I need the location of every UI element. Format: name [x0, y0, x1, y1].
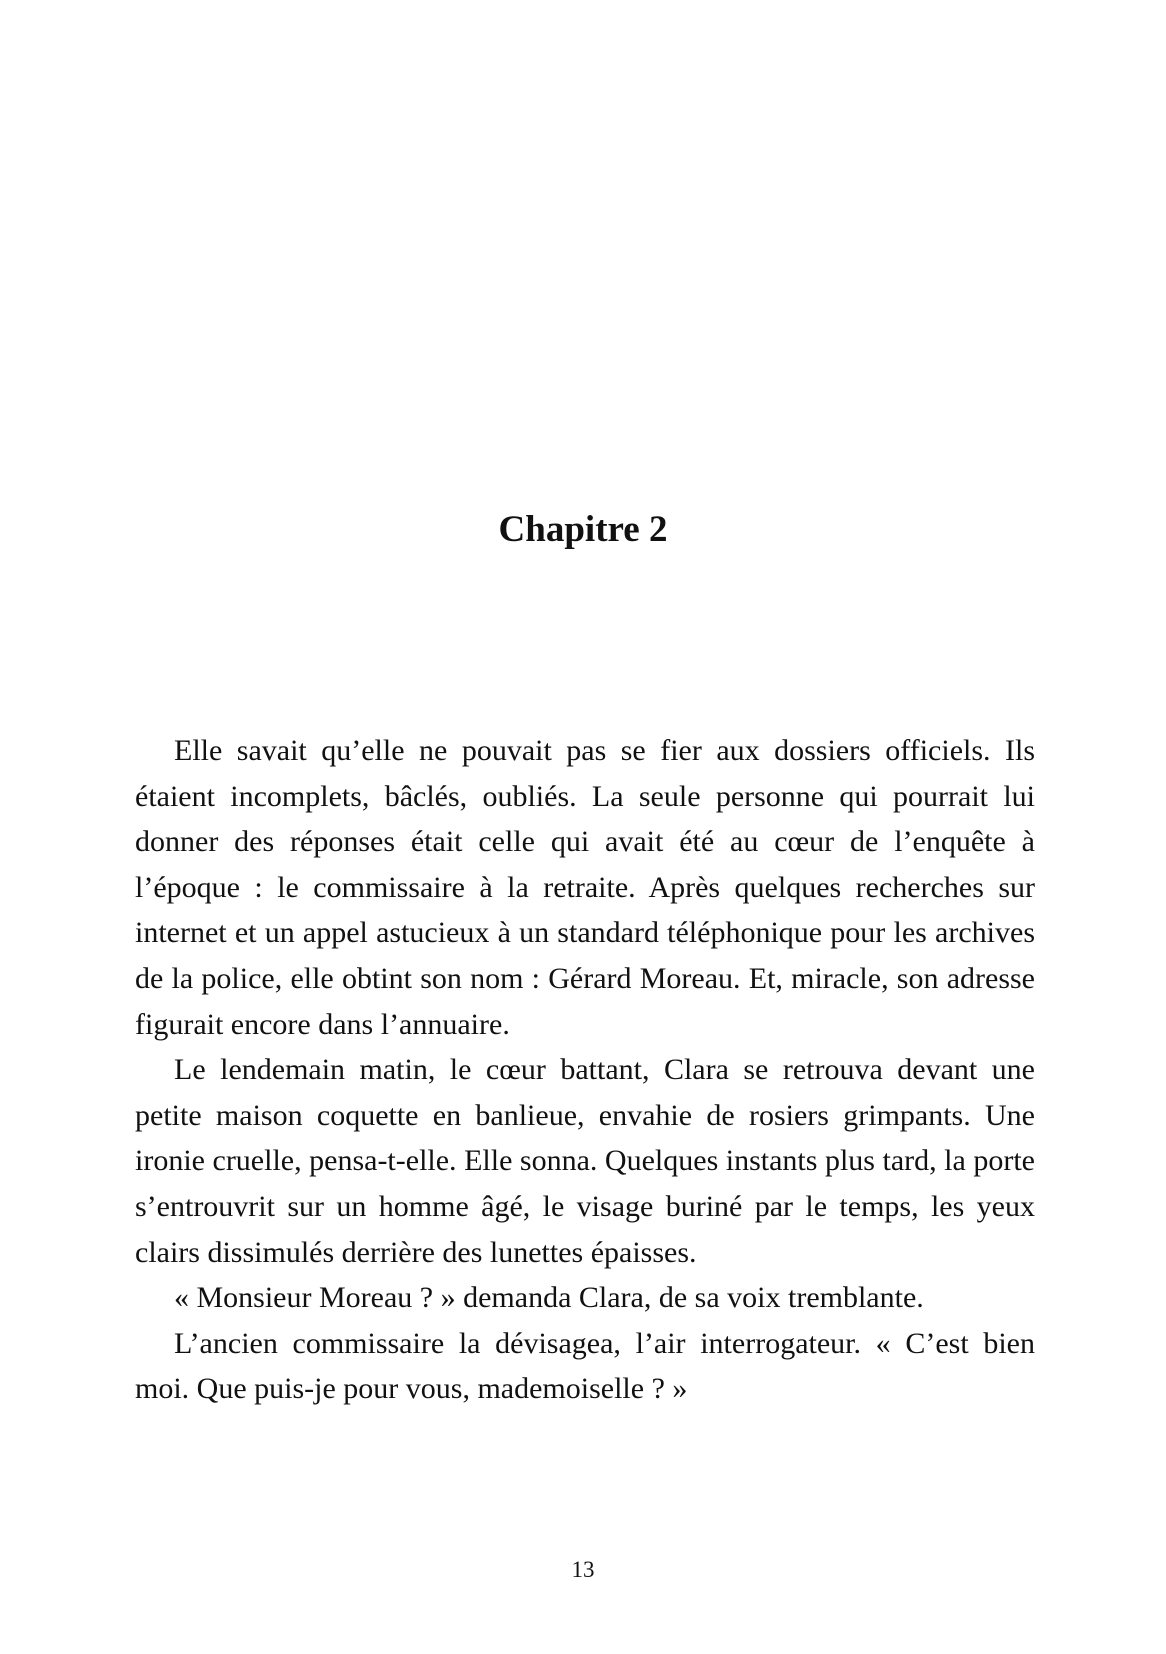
- paragraph: Elle savait qu’elle ne pouvait pas se fier aux dossiers officiels. Ils étaient incomplets, bâclés, oubliés. La seule personne qui pourrait lui donner des réponses était celle qui avait été au cœur de l’enquête à l’époque : le commissaire à la retraite. Après quelques recherches sur internet et un appel astucieux à un standard téléphonique pour les archives de la police, elle obtint son nom : Gérard Moreau. Et, miracle, son adresse figurait encore dans l’annuaire.: [135, 734, 1035, 1041]
- page-number: 13: [571, 1557, 595, 1582]
- paragraph: Le lendemain matin, le cœur battant, Clara se retrouva devant une petite maison coquette en banlieue, envahie de rosiers grimpants. Une ironie cruelle, pensa-t-elle. Elle sonna. Quelques instants plus tard, la porte s’entrouvrit sur un homme âgé, le visage buriné par le temps, les yeux clairs dissimulés derrière des lunettes épaisses.: [135, 1053, 1035, 1269]
- chapter-body: [135, 728, 1035, 1412]
- chapter-title: Chapitre 2: [498, 509, 668, 550]
- dialogue-paragraph: L’ancien commissaire la dévisagea, l’air interrogateur. « C’est bien moi. Que puis-je pour vous, mademoiselle ? »: [135, 1326, 1035, 1406]
- dialogue-paragraph: « Monsieur Moreau ? » demanda Clara, de sa voix tremblante.: [174, 1281, 924, 1315]
